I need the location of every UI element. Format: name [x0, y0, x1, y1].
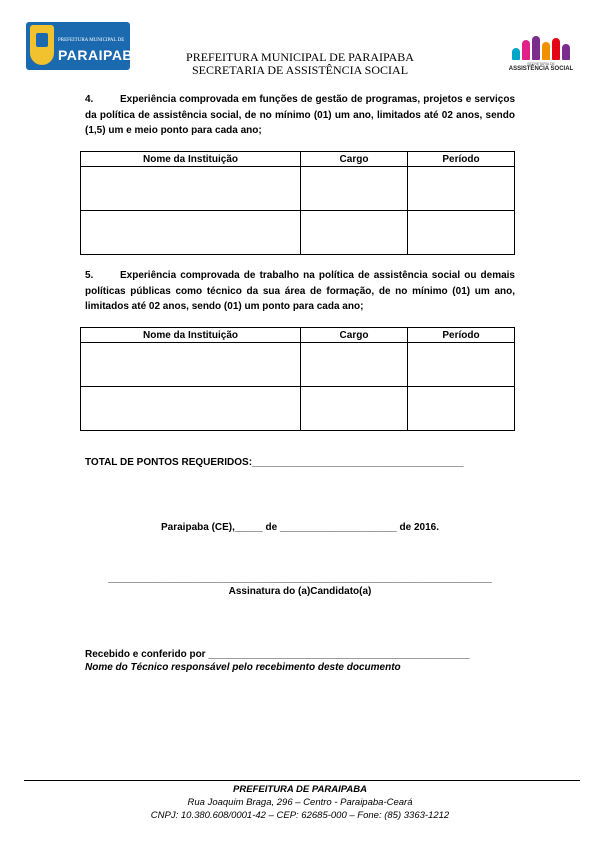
cell-cargo[interactable] — [301, 167, 408, 211]
header-title-line2: SECRETARIA DE ASSISTÊNCIA SOCIAL — [191, 63, 409, 77]
cell-cargo[interactable] — [301, 387, 408, 431]
signature-line[interactable]: _____________________________________________________________________ — [108, 573, 492, 584]
logo-right-sub: SECRETARIA DE — [527, 62, 555, 66]
cell-nome-instituicao[interactable] — [81, 387, 301, 431]
table-section-4 — [80, 151, 515, 255]
person-icon — [552, 38, 560, 60]
logo-right-main: ASSISTÊNCIA SOCIAL — [508, 66, 574, 72]
table-section-5 — [80, 327, 515, 431]
header-title-line1: PREFEITURA MUNICIPAL DE PARAIPABA — [186, 50, 414, 64]
cell-periodo[interactable] — [408, 167, 515, 211]
footer-address: Rua Joaquim Braga, 296 – Centro - Paraipaba-Ceará — [187, 797, 413, 808]
cell-cargo[interactable] — [301, 211, 408, 255]
section-5-paragraph — [85, 268, 515, 315]
table-row — [81, 167, 515, 211]
footer-title: PREFEITURA DE PARAIPABA — [233, 784, 367, 795]
section-4-text: Experiência comprovada em funções de gestão de programas, projetos e serviços da política de assistência social, de no mínimo (01) um ano, limitados até 02 anos, sendo (1,5) um e meio ponto para cada ano; — [85, 94, 515, 136]
received-note: Nome do Técnico responsável pelo recebimento deste documento — [85, 662, 401, 673]
shield-icon — [30, 25, 54, 65]
header-cargo: Cargo — [301, 152, 408, 167]
cell-periodo[interactable] — [408, 387, 515, 431]
person-icon — [522, 40, 530, 60]
person-icon — [532, 36, 540, 60]
cell-periodo[interactable] — [408, 211, 515, 255]
person-icon — [542, 42, 550, 60]
paraipaba-logo — [26, 22, 144, 70]
table-row — [81, 387, 515, 431]
section-5-number: 5. — [85, 270, 94, 281]
cell-nome-instituicao[interactable] — [81, 167, 301, 211]
table-row — [81, 343, 515, 387]
section-4-number: 4. — [85, 94, 94, 105]
header-periodo: Período — [408, 152, 515, 167]
header-cargo: Cargo — [301, 328, 408, 343]
cell-nome-instituicao[interactable] — [81, 343, 301, 387]
table-row — [81, 211, 515, 255]
section-4-paragraph — [85, 92, 515, 139]
date-line[interactable]: Paraipaba (CE),_____ de _____________________ de 2016. — [161, 522, 439, 533]
logo-left-small: PREFEITURA MUNICIPAL DE — [58, 38, 125, 43]
cell-cargo[interactable] — [301, 343, 408, 387]
cell-nome-instituicao[interactable] — [81, 211, 301, 255]
footer-contacts: CNPJ: 10.380.608/0001-42 – CEP: 62685-000 – Fone: (85) 3363-1212 — [150, 810, 450, 821]
assistencia-social-logo — [510, 26, 572, 76]
cell-periodo[interactable] — [408, 343, 515, 387]
received-line[interactable]: Recebido e conferido por _______________________________________________ — [85, 649, 470, 660]
total-pontos-field[interactable]: TOTAL DE PONTOS REQUERIDOS:______________________________________ — [85, 457, 464, 468]
header-nome-instituicao: Nome da Instituição — [81, 328, 301, 343]
person-icon — [562, 44, 570, 60]
section-5-text: Experiência comprovada de trabalho na política de assistência social ou demais políticas públicas como técnico da sua área de formação, de no mínimo (01) um ano, limitados até 02 anos, sendo (01) um ponto para cada ano; — [85, 270, 515, 312]
signature-label: Assinatura do (a)Candidato(a) — [228, 586, 372, 597]
header-nome-instituicao: Nome da Instituição — [81, 152, 301, 167]
footer-divider — [24, 780, 580, 781]
header-periodo: Período — [408, 328, 515, 343]
wheelchair-person-icon — [512, 48, 520, 60]
logo-left-big: PARAIPABA — [58, 47, 144, 63]
